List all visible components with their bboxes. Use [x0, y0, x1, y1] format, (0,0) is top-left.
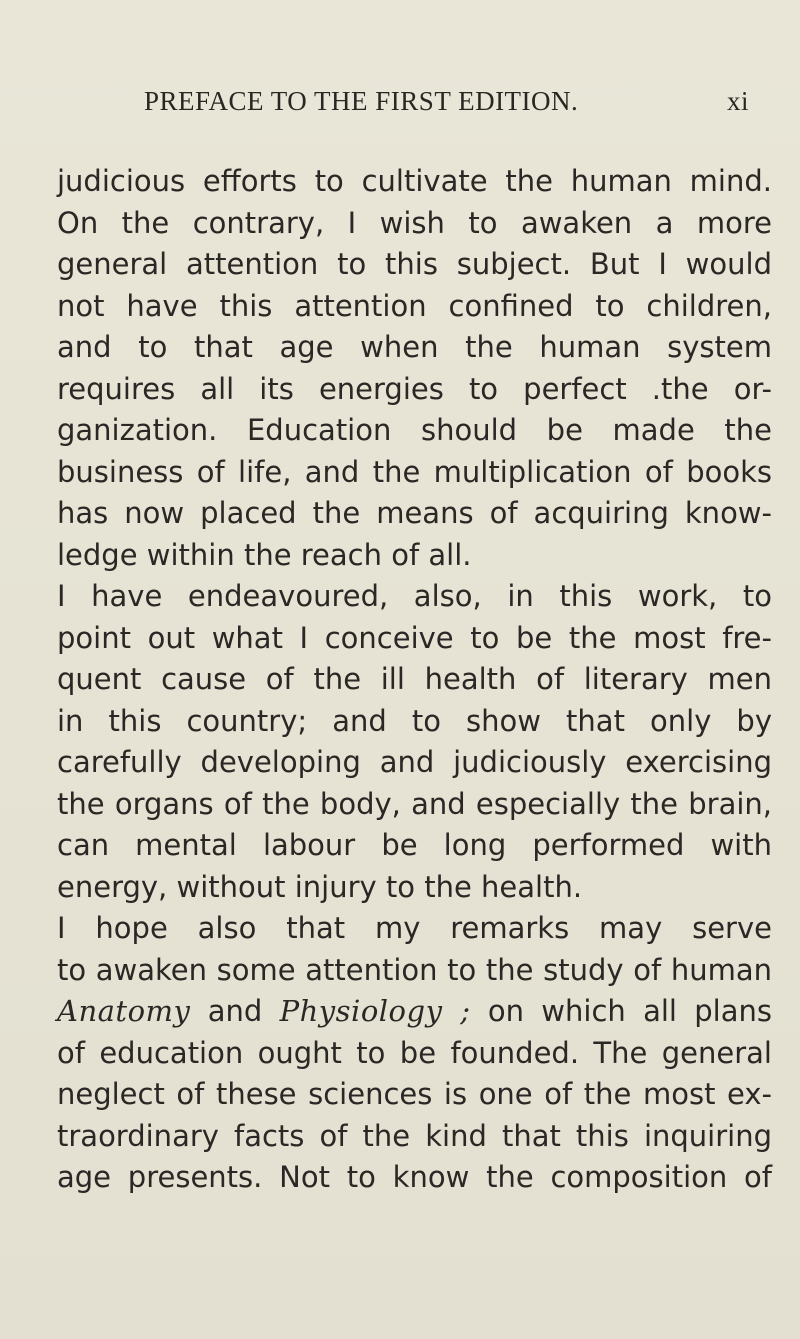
text-line: ganization. Education should be made the [57, 413, 772, 447]
page-number: xi [726, 86, 749, 116]
line-mid: and [190, 994, 280, 1028]
text-line: quent cause of the ill health of literary men [57, 662, 772, 696]
text-line: business of life, and the multiplication of books [57, 454, 772, 489]
running-head [144, 86, 764, 126]
text-line: of education ought to be founded. The general [57, 1035, 772, 1070]
text-line: neglect of these sciences is one of the most ex- [57, 1077, 772, 1111]
body-text [57, 161, 772, 1199]
text-line: in this country; and to show that only by [57, 703, 772, 738]
line-suffix: on which all plans [470, 994, 772, 1028]
text-line: point out what I conceive to be the most fre- [57, 620, 772, 655]
text-line: energy, without injury to the health. [57, 869, 583, 904]
italic-term-physiology: Physiology ; [279, 994, 471, 1028]
text-line: traordinary facts of the kind that this inquiring [57, 1118, 772, 1153]
text-line: and to that age when the human system [57, 330, 772, 364]
text-line: can mental labour be long performed with [57, 828, 772, 862]
text-line: to awaken some attention to the study of human [57, 952, 772, 987]
text-line: carefully developing and judiciously exercising [57, 745, 772, 779]
text-line: I hope also that my remarks may serve [57, 911, 772, 945]
text-line: requires all its energies to perfect .the or- [57, 371, 772, 406]
text-line: the organs of the body, and especially the brain, [57, 786, 772, 821]
text-line: has now placed the means of acquiring know- [57, 496, 772, 530]
text-line: age presents. Not to know the composition of [57, 1160, 772, 1194]
italic-term-anatomy: Anatomy [57, 994, 191, 1028]
text-line: not have this attention confined to children, [57, 288, 772, 323]
text-line: ledge within the reach of all. [57, 537, 472, 572]
text-line: I have endeavoured, also, in this work, to [57, 579, 772, 613]
running-title: PREFACE TO THE FIRST EDITION. [144, 86, 579, 116]
text-line: judicious efforts to cultivate the human mind. [57, 164, 772, 198]
text-line: general attention to this subject. But I would [57, 247, 772, 281]
text-line-with-italics [57, 991, 772, 1033]
text-line: On the contrary, I wish to awaken a more [57, 205, 772, 240]
